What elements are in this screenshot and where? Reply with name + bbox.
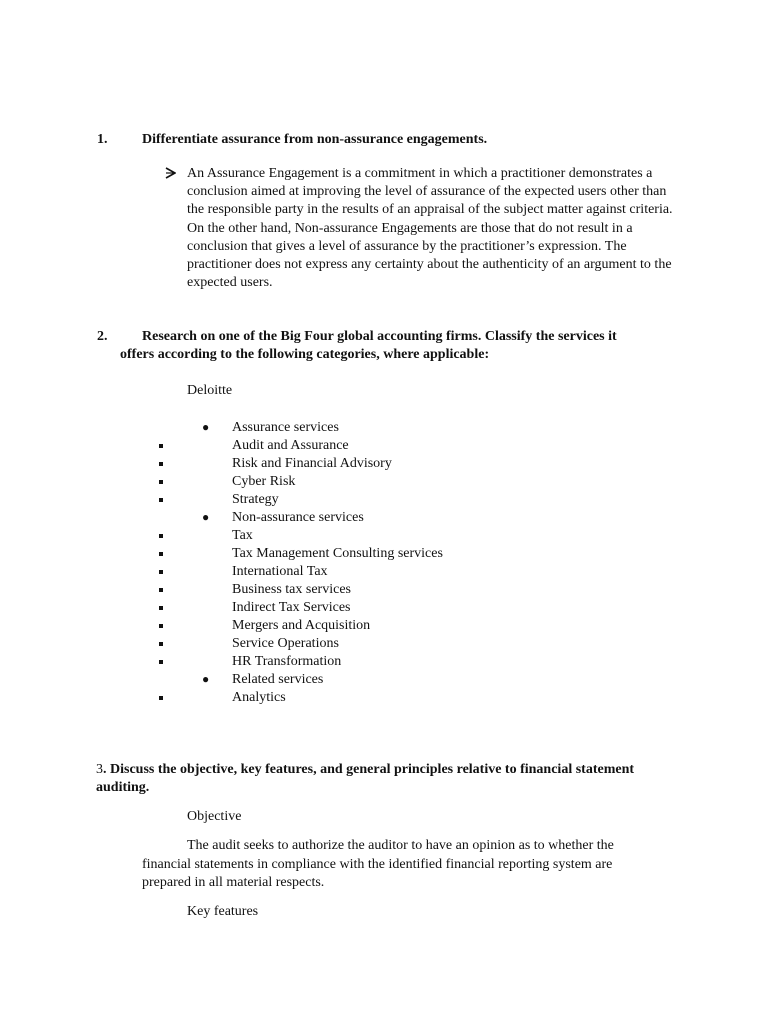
square-bullet-icon [159,498,163,502]
q1-heading: Differentiate assurance from non-assurance engagements. [142,132,488,147]
service-item-label: Tax Management Consulting services [232,546,443,561]
service-item-label: Cyber Risk [232,474,296,489]
q2-heading-line2: offers according to the following categories, where applicable: [120,347,490,362]
service-item-label: International Tax [232,564,328,579]
square-bullet-icon [159,552,163,556]
square-bullet-icon [159,642,163,646]
service-item-label: Analytics [232,690,286,705]
service-item-label: Tax [232,528,253,543]
service-item-label: Service Operations [232,636,339,651]
square-bullet-icon [159,588,163,592]
square-bullet-icon [159,660,163,664]
square-bullet-icon [159,480,163,484]
service-item-label: HR Transformation [232,654,342,669]
square-bullet-icon [159,570,163,574]
q2-firm-name: Deloitte [187,383,233,398]
service-item-label: Risk and Financial Advisory [232,456,392,471]
service-item-label: Mergers and Acquisition [232,618,371,633]
q3-heading-text: . Discuss the objective, key features, and general principles relative to financial statement [103,762,635,777]
q1-answer: An Assurance Engagement is a commitment in which a practitioner demonstrates a conclusion aimed at improving the level of assurance of the expected users other than the responsible party in the results of an appraisal of the subject matter against criteria. On the other hand, Non-assurance Engagements are those that do not result in a conclusion that gives a level of assurance by the practitioner’s expression. The practitioner does not express any certainty about the authenticity of an argument to the expected users. [187,166,673,291]
service-item-label: Indirect Tax Services [232,600,351,615]
service-item-label: Business tax services [232,582,351,597]
q1-number: 1. [97,132,108,147]
q2-number: 2. [97,329,108,344]
q3-number: 3 [96,762,103,777]
q3-key-features-label: Key features [187,904,259,919]
round-bullet-icon: ● [202,510,210,524]
square-bullet-icon [159,534,163,538]
square-bullet-icon [159,462,163,466]
service-category-label: Non-assurance services [232,510,364,525]
q3-objective-text: The audit seeks to authorize the auditor to have an opinion as to whether the financial statements in compliance with the identified financial reporting system are prepared in all material respects. [142,838,614,890]
square-bullet-icon [159,624,163,628]
q2-heading-line1: Research on one of the Big Four global accounting firms. Classify the services it [142,329,617,344]
round-bullet-icon: ● [202,420,210,434]
square-bullet-icon [159,606,163,610]
service-category-label: Assurance services [232,420,339,435]
service-item-label: Audit and Assurance [232,438,349,453]
arrow-bullet-icon-svg [165,167,176,179]
round-bullet-icon: ● [202,672,210,686]
service-item-label: Strategy [232,492,279,507]
service-category-label: Related services [232,672,324,687]
arrow-bullet-icon [165,166,176,184]
square-bullet-icon [159,444,163,448]
q3-objective-label: Objective [187,809,242,824]
q3-heading-line2: auditing. [96,780,150,795]
q3-heading-line1 [96,761,634,779]
square-bullet-icon [159,696,163,700]
